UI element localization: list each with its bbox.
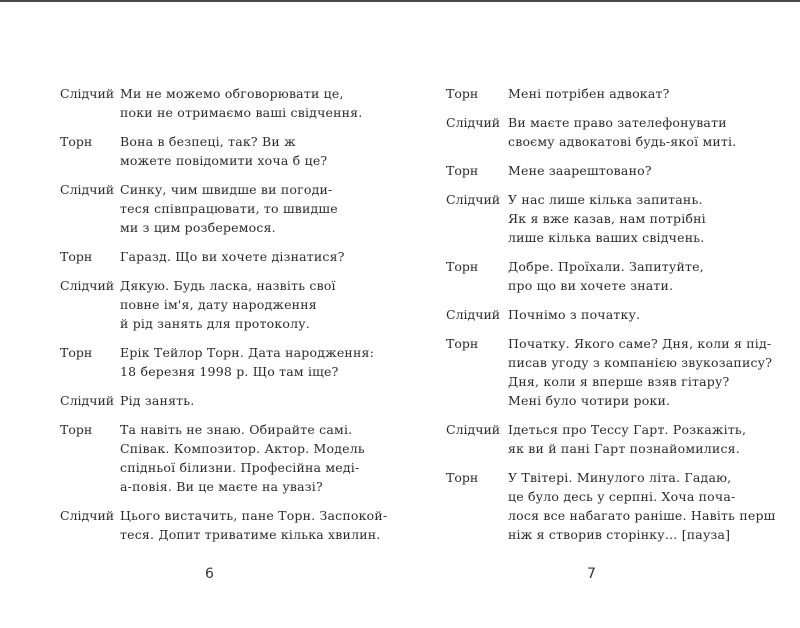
dialogue-line: Мені потрібен адвокат? [508,86,670,101]
dialogue-line: Ерік Тейлор Торн. Дата народження: [120,345,374,360]
dialogue-line: ми з цим розберемося. [120,220,276,235]
speaker-name: Слідчий [446,192,501,207]
dialogue-line: Дня, коли я вперше взяв гітару? [508,374,730,389]
speaker-name: Слідчий [60,86,115,101]
dialogue-text [508,257,704,295]
dialogue-text [508,305,640,324]
speaker-name: Торн [446,470,479,485]
dialogue-line: Почнімо з початку. [508,307,641,322]
dialogue-line: можете повідомити хоча б це? [120,153,328,168]
speaker-name: Торн [60,422,93,437]
dialogue-text [120,391,194,410]
dialogue-text [508,468,776,544]
dialogue-entry [60,343,390,381]
dialogue-text [508,84,670,103]
dialogue-line: Ми не можемо обговорювати це, [120,86,344,101]
dialogue-line: Мені було чотири роки. [508,393,671,408]
dialogue-entry [446,305,776,324]
dialogue-line: Дякую. Будь ласка, назвіть свої [120,278,336,293]
left-page [60,84,390,554]
dialogue-line: Гаразд. Що ви хочете дізнатися? [120,249,345,264]
speaker-name: Слідчий [446,307,501,322]
dialogue-entry [60,247,390,266]
dialogue-line: це було десь у серпні. Хоча поча- [508,489,736,504]
dialogue-line: про що ви хочете знати. [508,278,674,293]
dialogue-entry [60,132,390,170]
speaker-name: Слідчий [446,115,501,130]
dialogue-text [120,276,336,333]
dialogue-line: Та навіть не знаю. Обирайте самі. [120,422,353,437]
top-border [0,0,800,2]
speaker-name: Слідчий [60,508,115,523]
speaker-name: Слідчий [60,393,115,408]
dialogue-entry [446,420,776,458]
dialogue-line: лише кілька ваших свідчень. [508,230,705,245]
dialogue-line: Ідеться про Тессу Гарт. Розкажіть, [508,422,747,437]
dialogue-text [120,180,338,237]
speaker-name: Торн [60,345,93,360]
dialogue-entry [446,190,776,247]
dialogue-entry [60,391,390,410]
dialogue-line: й рід занять для протоколу. [120,316,310,331]
dialogue-entry [446,161,776,180]
dialogue-line: Як я вже казав, нам потрібні [508,211,706,226]
dialogue-entry [60,506,390,544]
dialogue-line: У Твітері. Минулого літа. Гадаю, [508,470,732,485]
dialogue-text [508,161,652,180]
dialogue-line: теся. Допит триватиме кілька хвилин. [120,527,381,542]
dialogue-line: а-повія. Ви це маєте на увазі? [120,479,323,494]
dialogue-entry [446,468,776,544]
dialogue-line: Цього вистачить, пане Торн. Заспокой- [120,508,388,523]
dialogue-line: Співак. Композитор. Актор. Модель [120,441,365,456]
dialogue-text [120,343,374,381]
dialogue-entry [60,84,390,122]
dialogue-text [508,334,772,410]
dialogue-line: Добре. Проїхали. Запитуйте, [508,259,704,274]
dialogue-entry [446,84,776,103]
dialogue-text [508,113,736,151]
dialogue-line: Мене заарештовано? [508,163,652,178]
speaker-name: Торн [60,249,93,264]
speaker-name: Торн [60,134,93,149]
dialogue-line: Синку, чим швидше ви погоди- [120,182,333,197]
page-number-right: 7 [587,566,596,582]
page-number-left: 6 [205,566,214,582]
speaker-name: Торн [446,86,479,101]
dialogue-text [120,506,387,544]
dialogue-line: поки не отримаємо ваші свідчення. [120,105,363,120]
dialogue-entry [446,334,776,410]
dialogue-text [508,190,706,247]
dialogue-text [120,247,345,266]
dialogue-text [120,132,327,170]
speaker-name: Слідчий [60,182,115,197]
dialogue-line: Рід занять. [120,393,195,408]
dialogue-line: У нас лише кілька запитань. [508,192,703,207]
dialogue-entry [60,180,390,237]
speaker-name: Слідчий [60,278,115,293]
dialogue-text [120,420,365,496]
speaker-name: Торн [446,336,479,351]
dialogue-line: лося все набагато раніше. Навіть перш [508,508,776,523]
right-page [446,84,776,554]
dialogue-line: як ви й пані Гарт познайомилися. [508,441,740,456]
dialogue-line: спідньої білизни. Професійна меді- [120,460,360,475]
dialogue-line: Початку. Якого саме? Дня, коли я під- [508,336,772,351]
speaker-name: Торн [446,163,479,178]
dialogue-text [508,420,746,458]
dialogue-entry [446,257,776,295]
dialogue-line: Ви маєте право зателефонувати [508,115,727,130]
dialogue-line: писав угоду з компанією звукозапису? [508,355,773,370]
dialogue-line: Вона в безпеці, так? Ви ж [120,134,296,149]
dialogue-line: повне ім'я, дату народження [120,297,317,312]
dialogue-entry [60,276,390,333]
dialogue-line: 18 березня 1998 р. Що там іще? [120,364,339,379]
dialogue-entry [60,420,390,496]
dialogue-line: своєму адвокатові будь-якої миті. [508,134,737,149]
speaker-name: Торн [446,259,479,274]
dialogue-text [120,84,362,122]
speaker-name: Слідчий [446,422,501,437]
dialogue-line: ніж я створив сторінку… [пауза] [508,527,731,542]
dialogue-entry [446,113,776,151]
dialogue-line: теся співпрацювати, то швидше [120,201,338,216]
